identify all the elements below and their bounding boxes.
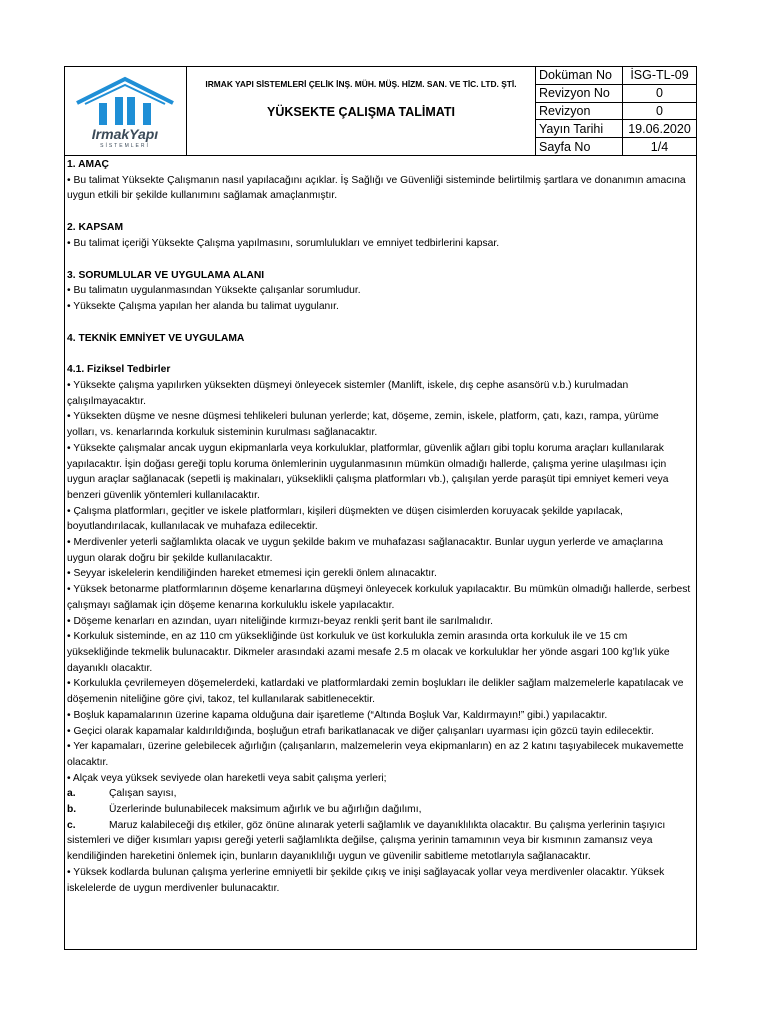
- section-heading: 2. KAPSAM: [67, 222, 124, 234]
- list-item: • Yüksekte çalışmalar ancak uygun ekipmanlarla veya korkuluklar, platformlar, güvenlik ağları gibi toplu koruma araçları kullanılarak yapılacaktır. İşin doğası gereği toplu koruma önlemlerinin uygulanmasının mümkün olmadığı hallerde, çalışma yerine ulaşılması için uygun araçlar sağlanacak (sepetli iş makinaları, yükseklikli çalışma platformları vb.), çalışılan yerde paraşüt tipi emniyet kemeri veya benzeri güvenlik yöntemleri kullanılacaktır.: [67, 442, 669, 501]
- meta-value: 0: [623, 84, 697, 102]
- meta-row: [536, 138, 696, 155]
- subsection-heading: 4.1. Fiziksel Tedbirler: [67, 364, 171, 376]
- item-text: Üzerlerinde bulunabilecek maksimum ağırlık ve bu ağırlığın dağılımı,: [109, 804, 422, 816]
- list-item: • Merdivenler yeterli sağlamlıkta olacak ve uygun şekilde bakım ve muhafazası sağlanacaktır. Bunlar uygun yerlerde ve amaçlarına uygun olarak doğru bir şekilde kullanılacaktır.: [67, 537, 663, 564]
- meta-label: Revizyon: [536, 102, 623, 120]
- meta-label: Revizyon No: [536, 84, 623, 102]
- item-letter: b.: [67, 804, 77, 816]
- list-item: • Yüksek betonarme platformlarının döşeme kenarlarına düşmeyi önleyecek korkuluk yapılacaktır. Bu mümkün olmadığı hallerde, serbest çalışmayı sağlamak için döşeme kenarına korkuluklu iskele yapılacaktır.: [67, 584, 691, 611]
- logo-subtext: SİSTEMLERİ: [100, 143, 150, 149]
- meta-value: İSG-TL-09: [623, 67, 697, 84]
- meta-value: 1/4: [623, 138, 697, 155]
- lettered-item: [67, 802, 691, 818]
- meta-row: [536, 84, 696, 102]
- item-text: Maruz kalabileceği dış etkiler, göz önüne alınarak yeterli sağlamlık ve dayanıklılıkta olacaktır. Bu çalışma yerlerinin taşıyıcı sistemleri ve diğer kısımları yapısı gereği yeterli sağlamlıkta değilse, çalışma yerinin tamamının veya bir kısmının zamansız veya kendiliğinden hareketini önlemek için, bunların dayanıklılığı uygun ve güvenilir sabitleme metotlarıyla sağlanacaktır.: [67, 819, 666, 863]
- paragraph: • Yüksekte Çalışma yapılan her alanda bu talimat uygulanır.: [67, 300, 339, 312]
- section-heading: 1. AMAÇ: [67, 159, 109, 170]
- logo-text: IrmakYapı: [91, 126, 159, 142]
- meta-row: [536, 102, 696, 120]
- paragraph: • Bu talimat Yüksekte Çalışmanın nasıl yapılacağını açıklar. İş Sağlığı ve Güvenliği sisteminde belirtilmiş şartlara ve donanımın amacına uygun etkili bir şekilde kullanımını sağlamak amaçlanmıştır.: [67, 174, 686, 202]
- list-item: • Yüksekten düşme ve nesne düşmesi tehlikeleri bulunan yerlerde; kat, döşeme, zemin, iskele, platform, çatı, kazı, rampa, yürüme yolları, vs. kenarlarında korkuluk sisteminin kurulması sağlanacaktır.: [67, 411, 659, 439]
- list-item: • Boşluk kapamalarının üzerine kapama olduğuna dair işaretleme (“Altında Boşluk Var, Kaldırmayın!” gibi.) yapılacaktır.: [67, 709, 608, 721]
- paragraph: • Bu talimat içeriği Yüksekte Çalışma yapılmasını, sorumlulukları ve emniyet tedbirlerini kapsar.: [67, 237, 500, 249]
- company-logo: [69, 73, 181, 149]
- meta-value: 19.06.2020: [623, 120, 697, 138]
- document-title: YÜKSEKTE ÇALIŞMA TALİMATI: [267, 105, 455, 119]
- meta-label: Doküman No: [536, 67, 623, 84]
- item-text: Çalışan sayısı,: [109, 788, 177, 800]
- list-item: • Seyyar iskelelerin kendiliğinden hareket etmemesi için gerekli önlem alınacaktır.: [67, 568, 437, 580]
- meta-row: [536, 120, 696, 138]
- list-item: • Korkulukla çevrilemeyen döşemelerdeki, katlardaki ve platformlardaki zemin boşlukları ile delikler sağlam malzemelerle kapatılacak ve döşemenin niteliğine göre çivi, takoz, tel kullanılarak sabitlenecektir.: [67, 678, 684, 706]
- list-item: • Geçici olarak kapamalar kaldırıldığında, boşluğun etrafı barikatlanacak ve diğer çalışanları uyarması için gözcü tayin edilecektir.: [67, 725, 654, 737]
- document-header: [65, 67, 696, 156]
- document-body: [67, 157, 691, 896]
- list-item: • Yüksek kodlarda bulunan çalışma yerlerine emniyetli bir şekilde çıkış ve inişi sağlayacak yollar veya merdivenler olacaktır. Yüksek iskelelerde de uygun merdivenler bulunacaktır.: [67, 866, 665, 894]
- list-item: • Alçak veya yüksek seviyede olan hareketli veya sabit çalışma yerleri;: [67, 772, 387, 784]
- list-item: • Yer kapamaları, üzerine gelebilecek ağırlığın (çalışanların, malzemelerin veya ekipmanların) en az 2 katını taşıyabilecek mukavemette olacaktır.: [67, 741, 684, 768]
- item-letter: a.: [67, 788, 76, 800]
- document-meta-table: [536, 67, 696, 155]
- title-cell: [187, 67, 536, 155]
- section-heading: 4. TEKNİK EMNİYET VE UYGULAMA: [67, 332, 245, 344]
- meta-label: Yayın Tarihi: [536, 120, 623, 138]
- lettered-item: [67, 818, 691, 865]
- lettered-item: [67, 786, 691, 802]
- meta-row: [536, 67, 696, 84]
- list-item: • Korkuluk sisteminde, en az 110 cm yüksekliğinde üst korkuluk ve üst korkulukla zemin arasında orta korkuluk ile ve 15 cm yüksekliğinde tekmelik bulunacaktır. Dikmeler arasındaki azami mesafe 2.5 m olacak ve korkuluklar her yönde asgari 100 kg’lık yüke dayanıklı olacaktır.: [67, 631, 670, 674]
- paragraph: • Bu talimatın uygulanmasından Yüksekte çalışanlar sorumludur.: [67, 285, 361, 297]
- section-heading: 3. SORUMLULAR VE UYGULAMA ALANI: [67, 269, 265, 281]
- list-item: • Döşeme kenarları en azından, uyarı niteliğinde kırmızı-beyaz renkli şerit bant ile sarılmalıdır.: [67, 615, 493, 627]
- meta-label: Sayfa No: [536, 138, 623, 155]
- document-page: [64, 66, 697, 950]
- meta-value: 0: [623, 102, 697, 120]
- logo-cell: [65, 67, 187, 155]
- company-name: IRMAK YAPI SİSTEMLERİ ÇELİK İNŞ. MÜH. MÜŞ. HİZM. SAN. VE TİC. LTD. ŞTİ.: [205, 79, 517, 89]
- list-item: • Çalışma platformları, geçitler ve iskele platformları, kişileri düşmekten ve düşen cisimlerden koruyacak şekilde yapılacak, boyutlandırılacak, kullanılacak ve muhafaza edilecektir.: [67, 505, 623, 533]
- list-item: • Yüksekte çalışma yapılırken yüksekten düşmeyi önleyecek sistemler (Manlift, iskele, dış cephe asansörü v.b.) kurulmadan çalışılmayacaktır.: [67, 380, 629, 407]
- item-letter: c.: [67, 819, 76, 831]
